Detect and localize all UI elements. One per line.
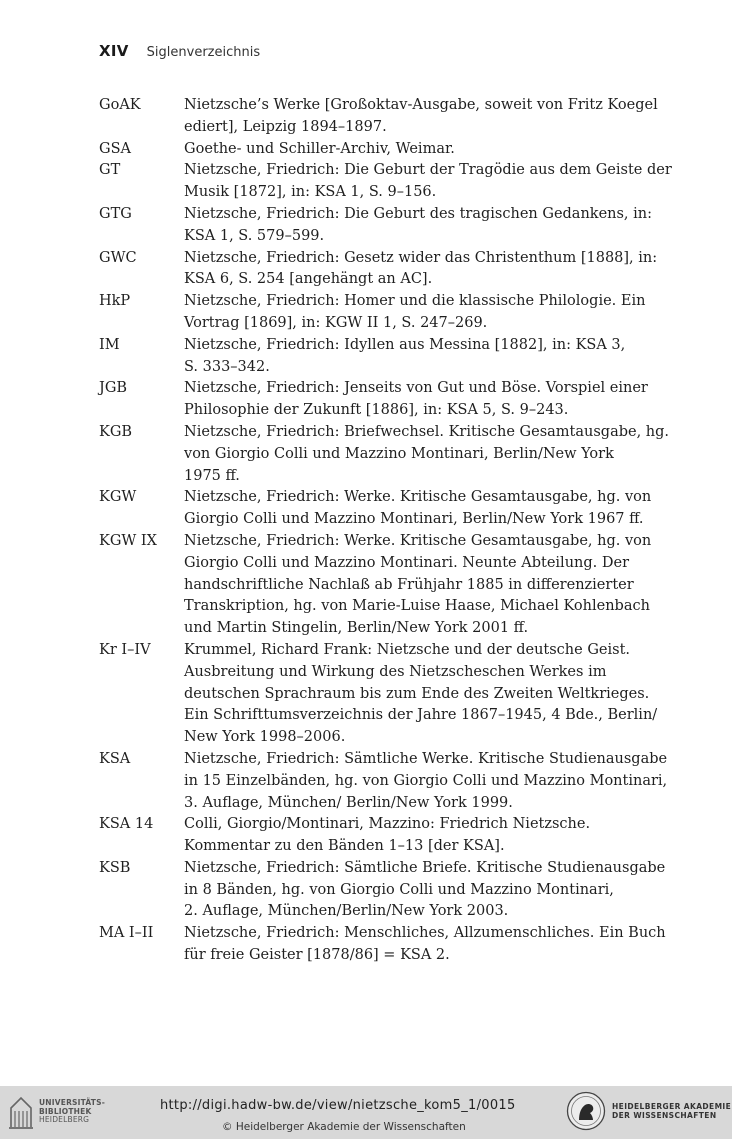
description-line: von Giorgio Colli und Mazzino Montinari, Berlin/New York bbox=[184, 445, 614, 462]
description-line: Nietzsche, Friedrich: Werke. Kritische Gesamtausgabe, hg. von bbox=[184, 489, 652, 506]
description-line: 2. Auflage, München/Berlin/New York 2003. bbox=[184, 903, 509, 920]
description-line: Ausbreitung und Wirkung des Nietzscheschen Werkes im bbox=[184, 663, 607, 680]
siglum: GoAK bbox=[99, 97, 141, 113]
siglum: KSB bbox=[99, 859, 131, 876]
library-logo-line: UNIVERSITÄTS- bbox=[39, 1098, 106, 1108]
description-line: Nietzsche, Friedrich: Sämtliche Werke. Kritische Studienausgabe bbox=[184, 750, 668, 767]
description-line: Goethe- und Schiller-Archiv, Weimar. bbox=[184, 140, 455, 157]
siglum-description bbox=[184, 858, 666, 923]
academy-logo-line: DER WISSENSCHAFTEN bbox=[612, 1111, 717, 1120]
library-logo-line: HEIDELBERG bbox=[39, 1115, 90, 1125]
abbreviation-entry bbox=[99, 335, 659, 379]
siglum-description bbox=[184, 248, 659, 292]
running-head-title: Siglenverzeichnis bbox=[146, 45, 261, 60]
description-line: Krummel, Richard Frank: Nietzsche und der deutsche Geist. bbox=[184, 641, 631, 658]
siglum-description bbox=[184, 378, 659, 422]
description-line: S. 333–342. bbox=[184, 358, 270, 375]
abbreviation-entry bbox=[99, 749, 668, 814]
abbreviation-entry bbox=[99, 160, 672, 204]
permalink-url[interactable]: http://digi.hadw-bw.de/view/nietzsche_kom5_1/0015 bbox=[160, 1098, 516, 1113]
siglum-description bbox=[184, 95, 659, 139]
siglum-description bbox=[184, 814, 659, 858]
siglum: HkP bbox=[99, 293, 131, 310]
siglum-description bbox=[184, 923, 666, 967]
siglum: JGB bbox=[99, 380, 128, 397]
description-line: KSA 6, S. 254 [angehängt an AC]. bbox=[184, 271, 433, 288]
description-line: Nietzsche, Friedrich: Werke. Kritische Gesamtausgabe, hg. von bbox=[184, 532, 652, 549]
description-line: und Martin Stingelin, Berlin/New York 2001 ff. bbox=[184, 620, 529, 637]
siglum-description bbox=[184, 640, 659, 749]
siglum-description bbox=[184, 422, 670, 487]
university-library-logo-icon bbox=[8, 1094, 34, 1130]
siglum-description bbox=[184, 531, 659, 640]
description-line: handschriftliche Nachlaß ab Frühjahr 1885 in differenzierter bbox=[184, 576, 634, 593]
description-line: Nietzsche, Friedrich: Menschliches, Allzumenschliches. Ein Buch bbox=[184, 925, 666, 942]
abbreviation-entry bbox=[99, 531, 659, 640]
siglum: MA I–II bbox=[99, 925, 154, 942]
description-line: Nietzsche, Friedrich: Briefwechsel. Kritische Gesamtausgabe, hg. bbox=[184, 423, 670, 440]
abbreviation-entry bbox=[99, 248, 659, 292]
description-line: Nietzsche, Friedrich: Homer und die klassische Philologie. Ein bbox=[184, 293, 646, 310]
abbreviation-entry bbox=[99, 291, 659, 335]
siglum-description bbox=[184, 139, 659, 161]
abbreviation-entry bbox=[99, 139, 659, 161]
description-line: Nietzsche, Friedrich: Idyllen aus Messina [1882], in: KSA 3, bbox=[184, 336, 626, 353]
abbreviation-entry bbox=[99, 858, 666, 923]
description-line: für freie Geister [1878/86] = KSA 2. bbox=[184, 947, 450, 964]
description-line: in 15 Einzelbänden, hg. von Giorgio Colli und Mazzino Montinari, bbox=[184, 772, 668, 789]
siglum: GSA bbox=[99, 140, 131, 157]
description-line: 1975 ff. bbox=[184, 467, 240, 484]
description-line: Nietzsche, Friedrich: Die Geburt des tragischen Gedankens, in: bbox=[184, 205, 653, 222]
abbreviation-list bbox=[99, 95, 672, 967]
description-line: Nietzsche, Friedrich: Die Geburt der Tragödie aus dem Geiste der bbox=[184, 162, 672, 179]
abbreviation-entry bbox=[99, 487, 659, 531]
siglum: KSA bbox=[99, 750, 131, 767]
description-line: Vortrag [1869], in: KGW II 1, S. 247–269. bbox=[184, 314, 488, 331]
description-line: deutschen Sprachraum bis zum Ende des Zweiten Weltkrieges. bbox=[184, 685, 650, 702]
description-line: Nietzsche, Friedrich: Sämtliche Briefe. Kritische Studienausgabe bbox=[184, 859, 666, 876]
siglum: GT bbox=[99, 162, 121, 179]
abbreviation-entry bbox=[99, 814, 659, 858]
abbreviation-entry bbox=[99, 923, 666, 967]
siglum: IM bbox=[99, 336, 120, 353]
academy-logo-text bbox=[612, 1102, 731, 1120]
footer-bar bbox=[0, 1086, 732, 1139]
academy-logo-line: HEIDELBERGER AKADEMIE bbox=[612, 1102, 732, 1111]
description-line: Nietzsche, Friedrich: Jenseits von Gut und Böse. Vorspiel einer bbox=[184, 380, 648, 397]
abbreviation-entry bbox=[99, 378, 659, 422]
description-line: Giorgio Colli und Mazzino Montinari, Berlin/New York 1967 ff. bbox=[184, 511, 644, 528]
siglum: Kr I–IV bbox=[99, 641, 151, 658]
description-line: KSA 1, S. 579–599. bbox=[184, 227, 325, 244]
siglum-description bbox=[184, 335, 659, 379]
description-line: in 8 Bänden, hg. von Giorgio Colli und Mazzino Montinari, bbox=[184, 881, 614, 898]
abbreviation-entry bbox=[99, 640, 659, 749]
siglum-description bbox=[184, 204, 659, 248]
description-line: Transkription, hg. von Marie-Luise Haase, Michael Kohlenbach bbox=[184, 598, 650, 615]
siglum-description bbox=[184, 749, 668, 814]
siglum-description bbox=[184, 160, 672, 204]
abbreviation-entry bbox=[99, 422, 670, 487]
siglum-description bbox=[184, 487, 659, 531]
university-library-logo[interactable] bbox=[8, 1094, 105, 1130]
siglum: KGW bbox=[99, 489, 137, 506]
university-library-logo-text bbox=[39, 1099, 105, 1125]
siglum: KGW IX bbox=[99, 532, 157, 549]
description-line: 3. Auflage, München/ Berlin/New York 1999. bbox=[184, 794, 513, 811]
description-line: Kommentar zu den Bänden 1–13 [der KSA]. bbox=[184, 838, 505, 855]
description-line: New York 1998–2006. bbox=[184, 729, 346, 746]
copyright-notice: © Heidelberger Akademie der Wissenschaften bbox=[222, 1121, 466, 1133]
library-logo-line: BIBLIOTHEK bbox=[39, 1106, 92, 1116]
page-number: XIV bbox=[99, 42, 129, 60]
description-line: Nietzsche’s Werke [Großoktav-Ausgabe, soweit von Fritz Koegel bbox=[184, 97, 658, 113]
siglum: KSA 14 bbox=[99, 816, 154, 833]
abbreviation-entry bbox=[99, 95, 659, 139]
description-line: Musik [1872], in: KSA 1, S. 9–156. bbox=[184, 184, 437, 201]
siglum-description bbox=[184, 291, 659, 335]
siglum: GWC bbox=[99, 249, 137, 266]
description-line: Philosophie der Zukunft [1886], in: KSA 5, S. 9–243. bbox=[184, 402, 569, 419]
siglum: GTG bbox=[99, 205, 132, 222]
academy-logo[interactable] bbox=[566, 1091, 731, 1131]
description-line: ediert], Leipzig 1894–1897. bbox=[184, 118, 387, 135]
running-head bbox=[99, 42, 260, 60]
siglum: KGB bbox=[99, 423, 133, 440]
academy-seal-icon bbox=[566, 1091, 606, 1131]
description-line: Ein Schrifttumsverzeichnis der Jahre 1867–1945, 4 Bde., Berlin/ bbox=[184, 707, 658, 724]
description-line: Giorgio Colli und Mazzino Montinari. Neunte Abteilung. Der bbox=[184, 554, 630, 571]
description-line: Colli, Giorgio/Montinari, Mazzino: Friedrich Nietzsche. bbox=[184, 816, 591, 833]
description-line: Nietzsche, Friedrich: Gesetz wider das Christenthum [1888], in: bbox=[184, 249, 658, 266]
abbreviation-entry bbox=[99, 204, 659, 248]
